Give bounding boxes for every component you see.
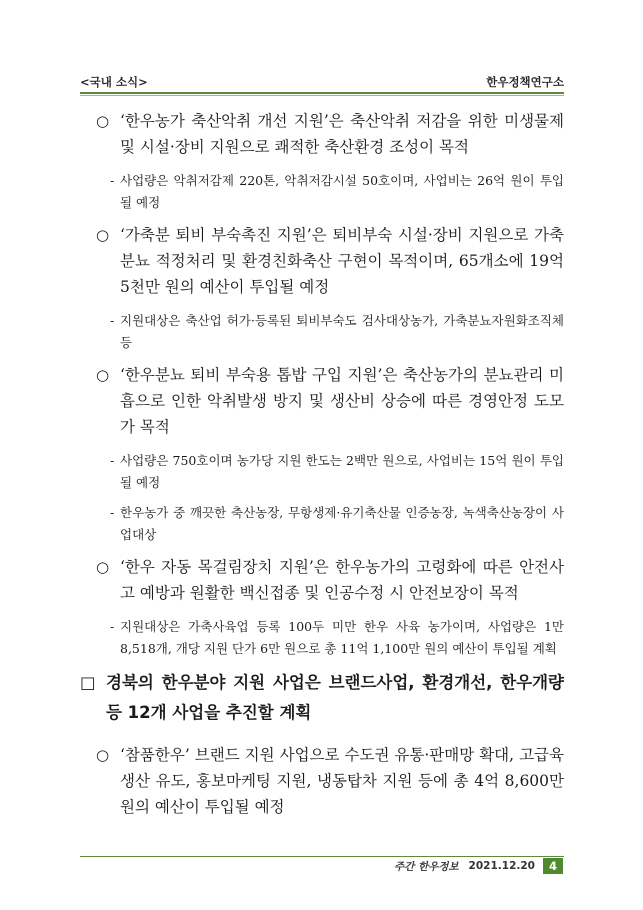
dash-bullet: -: [110, 453, 115, 468]
bullet-text: ‘가축분 퇴비 부숙촉진 지원’은 퇴비부숙 시설·장비 지원으로 가축분뇨 적정처리 및 환경친화축산 구현이 목적이며, 65개소에 19억 5천만 원의 예산이 투입될 예정: [120, 226, 564, 296]
sub-item: [80, 450, 564, 494]
footer-publication: 주간 한우정보: [394, 860, 459, 873]
header-section-label: <국내 소식>: [80, 75, 148, 89]
header-organization: 한우정책연구소: [486, 75, 564, 89]
bullet-text: ‘한우 자동 목걸림장치 지원’은 한우농가의 고령화에 따른 안전사고 예방과 원활한 백신접종 및 인공수정 시 안전보장이 목적: [120, 558, 564, 602]
section-heading-text: 경북의 한우분야 지원 사업은 브랜드사업, 환경개선, 한우개량 등 12개 사업을 추진할 계획: [106, 673, 564, 722]
sub-item: [80, 616, 564, 660]
bullet-item: [80, 362, 564, 440]
dash-bullet: -: [110, 313, 115, 328]
document-body: [80, 108, 564, 830]
sub-item: [80, 310, 564, 354]
circle-bullet-icon: ○: [96, 746, 110, 764]
header-rule: [80, 92, 564, 94]
bullet-text: ‘참품한우’ 브랜드 지원 사업으로 수도권 유통·판매망 확대, 고급육 생산 유도, 홍보마케팅 지원, 냉동탑차 지원 등에 총 4억 8,600만 원의 예산이 투입될 예정: [120, 746, 564, 816]
section-heading: [80, 668, 564, 728]
footer-date: 2021.12.20: [468, 860, 535, 872]
bullet-item: [80, 742, 564, 820]
circle-bullet-icon: ○: [96, 112, 110, 130]
square-box-icon: □: [80, 673, 96, 692]
bullet-text: ‘한우분뇨 퇴비 부숙용 톱밥 구입 지원’은 축산농가의 분뇨관리 미흡으로 인한 악취발생 방지 및 생산비 상승에 따른 경영안정 도모가 목적: [120, 366, 564, 436]
bullet-item: [80, 108, 564, 160]
sub-text: 지원대상은 가축사육업 등록 100두 미만 한우 사육 농가이며, 사업량은 1만 8,518개, 개당 지원 단가 6만 원으로 총 11억 1,100만 원의 예산이 투입될 계획: [120, 619, 564, 656]
dash-bullet: -: [110, 619, 115, 634]
sub-item: [80, 170, 564, 214]
sub-text: 한우농가 중 깨끗한 축산농장, 무항생제·유기축산물 인증농장, 녹색축산농장이 사업대상: [120, 505, 564, 542]
page-number: 4: [543, 858, 563, 874]
dash-bullet: -: [110, 505, 115, 520]
circle-bullet-icon: ○: [96, 558, 110, 576]
header-rule-thin: [80, 95, 564, 96]
sub-text: 사업량은 750호이며 농가당 지원 한도는 2백만 원으로, 사업비는 15억 원이 투입될 예정: [120, 453, 564, 490]
circle-bullet-icon: ○: [96, 226, 110, 244]
bullet-item: [80, 554, 564, 606]
sub-text: 지원대상은 축산업 허가·등록된 퇴비부숙도 검사대상농가, 가축분뇨자원화조직체 등: [120, 313, 564, 350]
bullet-item: [80, 222, 564, 300]
sub-item: [80, 502, 564, 546]
page-footer: [394, 858, 563, 874]
dash-bullet: -: [110, 173, 115, 188]
footer-rule: [80, 856, 564, 857]
sub-text: 사업량은 악취저감제 220톤, 악취저감시설 50호이며, 사업비는 26억 원이 투입될 예정: [120, 173, 564, 210]
circle-bullet-icon: ○: [96, 366, 110, 384]
bullet-text: ‘한우농가 축산악취 개선 지원’은 축산악취 저감을 위한 미생물제 및 시설·장비 지원으로 쾌적한 축산환경 조성이 목적: [120, 112, 564, 156]
